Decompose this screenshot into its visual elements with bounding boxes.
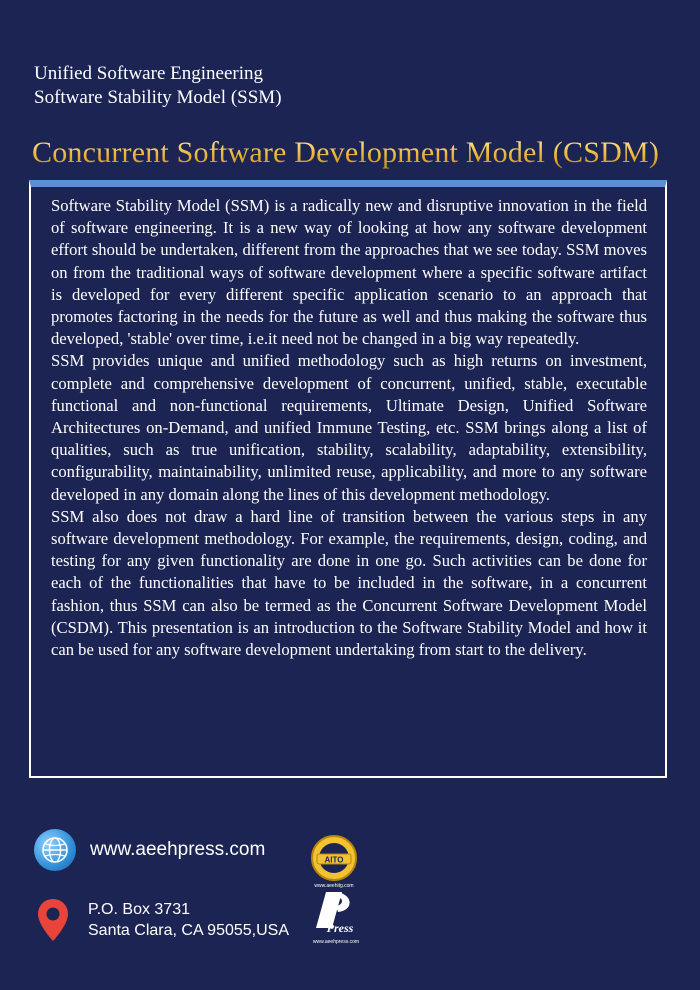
aito-logo	[309, 834, 359, 889]
description-text	[31, 187, 665, 661]
globe-icon	[34, 829, 76, 871]
header-subtitle	[34, 62, 282, 110]
press-logo-mark	[308, 888, 364, 938]
press-logo	[308, 888, 364, 945]
location-pin-icon	[36, 897, 70, 943]
website-link[interactable]: www.aeehpress.com	[90, 839, 266, 860]
paragraph-3: SSM also does not draw a hard line of transition between the various steps in any software development methodology. For example, the requirements, design, coding, and testing for any given functionality are done in one go. Such activities can be done for each of the functionalities that have to be included in the software, in a concurrent fashion, thus SSM can also be termed as the Concurrent Software Development Model (CSDM). This presentation is an introduction to the Software Stability Model and how it can be used for any software development undertaking from start to the delivery.	[51, 506, 647, 660]
address-line-2: Santa Clara, CA 95055,USA	[88, 922, 290, 939]
postal-address	[88, 899, 289, 941]
press-logo-text: Press	[326, 921, 354, 935]
model-title: Software Stability Model (SSM)	[34, 87, 282, 108]
aito-logo-text: AITO	[324, 855, 344, 865]
aito-logo-mark	[309, 834, 359, 882]
aito-logo-url: www.aeehitg.com	[314, 883, 354, 889]
press-logo-url: www.aeehpress.com	[312, 939, 360, 945]
paragraph-2: SSM provides unique and unified methodology such as high returns on investment, complete and comprehensive development of concurrent, unified, stable, executable functional and non-functional requirements, Ultimate Design, Unified Software Architectures on-Demand, and unified Immune Testing, etc. SSM brings along a list of qualities, such as true unification, stability, scalability, adaptability, extensibility, configurability, maintainability, unlimited reuse, applicability, and more to any software developed in any domain along the lines of this development methodology.	[51, 351, 647, 504]
book-title: Concurrent Software Development Model (CSDM)	[32, 136, 660, 169]
website-row	[34, 829, 265, 871]
paragraph-1: Software Stability Model (SSM) is a radically new and disruptive innovation in the field of software engineering. It is a new way of looking at how any software development effort should be undertaken, different from the approaches that we see today. SSM moves on from the traditional ways of software development where a specific software artifact is developed for every different specific application scenario to an approach that promotes factoring in the needs for the future as well and thus making the software thus developed, 'stable' over time, i.e.it need not be changed in a big way repeatedly.	[51, 196, 647, 349]
address-line-1: P.O. Box 3731	[88, 901, 190, 918]
address-row	[36, 897, 289, 943]
series-title: Unified Software Engineering	[34, 63, 263, 84]
description-panel	[29, 180, 667, 778]
